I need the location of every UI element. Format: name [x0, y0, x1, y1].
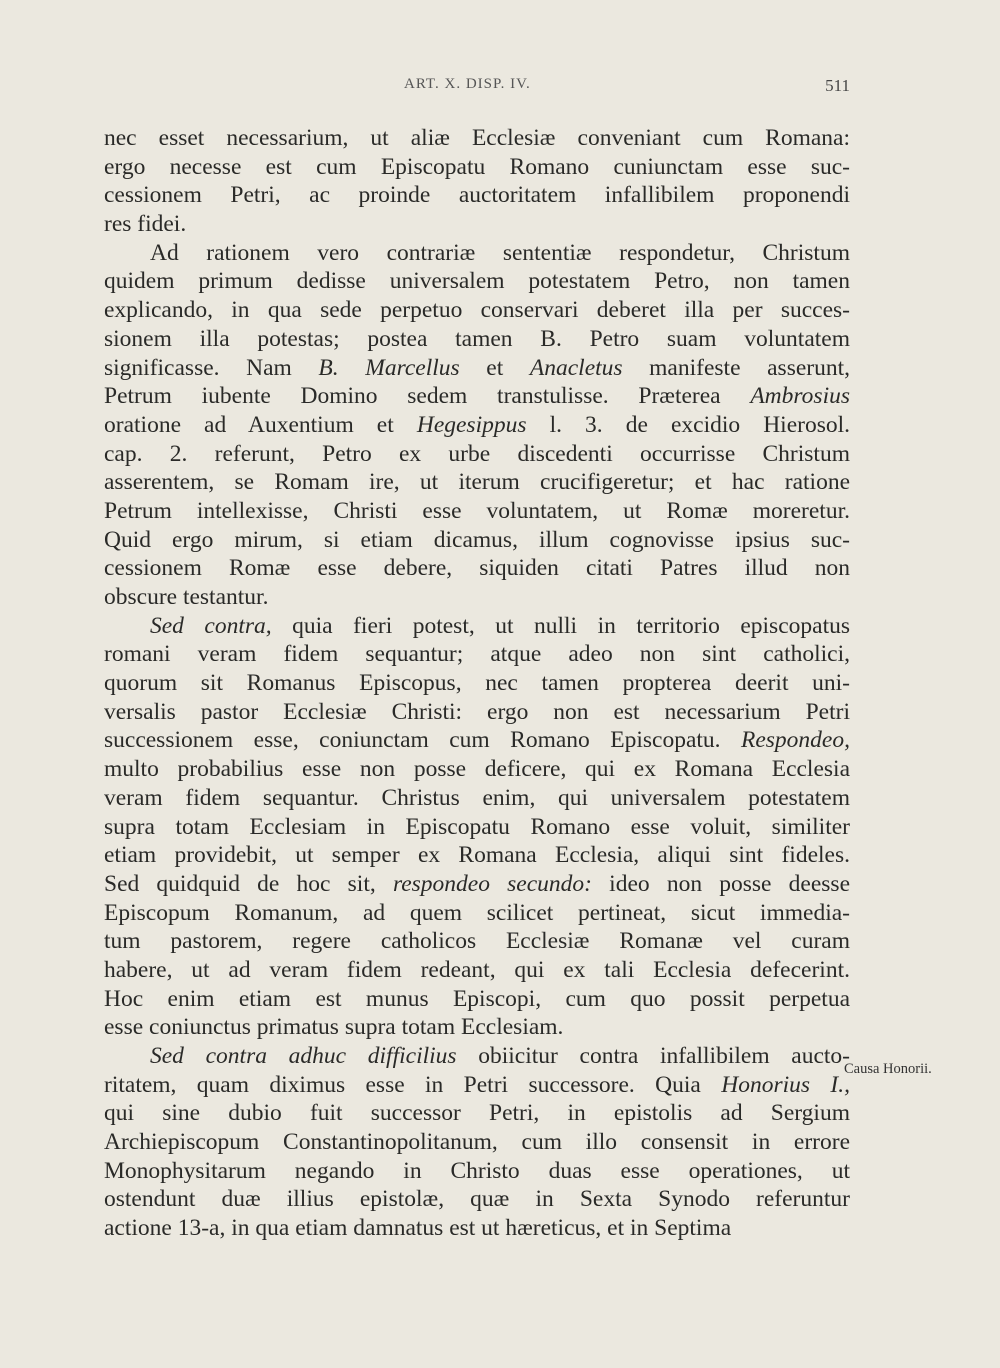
italic-text: Respondeo,: [741, 727, 850, 754]
text-run: Hoc enim etiam est munus Episcopi, cum quo possit perpetua: [104, 985, 850, 1012]
text-run: quia fieri potest, ut nulli in territorio episcopatus: [271, 612, 850, 639]
text-run: explicando, in qua sede perpetuo conservari deberet illa per succes-: [104, 297, 850, 324]
running-head-title: ART. X. DISP. IV.: [404, 76, 531, 92]
italic-text: Sed contra,: [150, 612, 272, 639]
text-run: cap. 2. referunt, Petro ex urbe discedenti occurrisse Christum: [104, 440, 850, 467]
text-run: Petrum intellexisse, Christi esse voluntatem, ut Romæ moreretur.: [104, 497, 850, 524]
text-run: Archiepiscopum Constantinopolitanum, cum illo consensit in errore: [104, 1129, 850, 1156]
text-line: [104, 124, 850, 153]
text-run: supra totam Ecclesiam in Episcopatu Romano esse voluit, similiter: [104, 813, 850, 840]
text-run: oratione ad Auxentium et: [104, 411, 417, 438]
text-line: [104, 1042, 850, 1071]
text-run: ostendunt duæ illius epistolæ, quæ in Sexta Synodo referuntur: [104, 1186, 850, 1213]
text-line: [104, 239, 850, 268]
text-line: [104, 468, 850, 497]
text-line: [104, 554, 850, 583]
italic-text: Hegesippus: [416, 411, 527, 438]
text-line: [104, 497, 850, 526]
text-line: [104, 726, 850, 755]
text-line: [104, 526, 850, 555]
text-run: actione 13-a, in qua etiam damnatus est ut hæreticus, et in Septima: [104, 1215, 732, 1242]
text-line: [104, 181, 850, 210]
text-line: [104, 411, 850, 440]
text-run: ergo necesse est cum Episcopatu Romano cuniunctam esse suc-: [104, 153, 850, 180]
text-run: multo probabilius esse non posse deficere, qui ex Romana Ecclesia: [104, 756, 850, 783]
italic-text: Sed contra adhuc difficilius: [150, 1043, 457, 1069]
text-line: [104, 755, 850, 784]
italic-text: B. Marcellus: [318, 354, 460, 381]
text-run: nec esset necessarium, ut aliæ Ecclesiæ conveniant cum Romana:: [104, 125, 850, 151]
text-run: et: [459, 354, 530, 381]
text-line: [104, 870, 850, 899]
italic-text: Anacletus: [529, 354, 623, 381]
text-run: quidem primum dedisse universalem potestatem Petro, non tamen: [104, 268, 850, 295]
text-line: [104, 153, 850, 182]
text-run: romani veram fidem sequantur; atque adeo non sint catholici,: [104, 641, 850, 668]
text-line: [104, 985, 850, 1014]
text-line: [104, 1071, 850, 1100]
text-line: [104, 956, 850, 985]
text-run: Ad rationem vero contrariæ sententiæ respondetur, Christum: [150, 239, 850, 266]
text-line: [104, 1128, 850, 1157]
text-run: tum pastorem, regere catholicos Ecclesiæ Romanæ vel curam: [104, 928, 850, 955]
text-line: [104, 1185, 850, 1214]
text-line: [104, 927, 850, 956]
text-run: ritatem, quam diximus esse in Petri successore. Quia: [104, 1071, 722, 1098]
text-line: [104, 325, 850, 354]
text-run: obiicitur contra infallibilem aucto-: [456, 1043, 850, 1069]
text-run: Quid ergo mirum, si etiam dicamus, illum cognovisse ipsius suc-: [104, 526, 850, 553]
text-run: esse coniunctus primatus supra totam Ecclesiam.: [104, 1014, 564, 1041]
text-run: res fidei.: [104, 211, 187, 238]
italic-text: Ambrosius: [750, 383, 850, 410]
text-line: [104, 296, 850, 325]
text-run: Monophysitarum negando in Christo duas esse operationes, ut: [104, 1157, 850, 1184]
running-head: [104, 76, 850, 102]
text-run: Episcopum Romanum, ad quem scilicet pertineat, sicut immedia-: [104, 899, 850, 926]
text-line: [104, 267, 850, 296]
text-line: [104, 669, 850, 698]
text-line: [104, 813, 850, 842]
text-line: [104, 698, 850, 727]
page-number: 511: [825, 76, 850, 95]
text-run: significasse. Nam: [104, 354, 319, 381]
text-run: quorum sit Romanus Episcopus, nec tamen propterea deerit uni-: [104, 670, 850, 697]
text-line: [104, 583, 850, 612]
text-line: [104, 784, 850, 813]
text-line: [104, 1157, 850, 1186]
text-line: [104, 640, 850, 669]
text-run: sionem illa potestas; postea tamen B. Petro suam voluntatem: [104, 325, 850, 352]
text-line: [104, 612, 850, 641]
text-run: l. 3. de excidio Hierosol.: [526, 411, 851, 438]
italic-text: Honorius I.,: [721, 1071, 850, 1098]
text-run: Petrum iubente Domino sedem transtulisse. Præterea: [104, 383, 751, 410]
italic-text: respondeo secundo:: [392, 870, 592, 897]
text-run: successionem esse, coniunctam cum Romano Episcopatu.: [104, 727, 741, 754]
text-line: [104, 382, 850, 411]
text-run: obscure testantur.: [104, 584, 269, 610]
text-line: [104, 210, 850, 239]
text-line: [104, 899, 850, 928]
margin-note: Causa Honorii.: [844, 1061, 932, 1077]
text-line: [104, 354, 850, 383]
text-line: [104, 841, 850, 870]
text-run: habere, ut ad veram fidem redeant, qui ex tali Ecclesia defecerint.: [104, 956, 850, 983]
text-line: [104, 440, 850, 469]
text-run: Sed quidquid de hoc sit,: [104, 870, 393, 897]
text-run: manifeste asserunt,: [622, 354, 850, 381]
body-text: [104, 124, 850, 1243]
text-line: [104, 1214, 850, 1243]
text-run: ideo non posse deesse: [592, 870, 851, 897]
text-run: asserentem, se Romam ire, ut iterum crucifigeretur; et hac ratione: [104, 469, 850, 496]
text-run: versalis pastor Ecclesiæ Christi: ergo non est necessarium Petri: [104, 698, 850, 725]
text-run: cessionem Romæ esse debere, siquiden citati Patres illud non: [104, 555, 850, 582]
text-run: etiam providebit, ut semper ex Romana Ecclesia, aliqui sint fideles.: [104, 842, 850, 869]
text-run: veram fidem sequantur. Christus enim, qui universalem potestatem: [104, 784, 850, 811]
text-run: qui sine dubio fuit successor Petri, in epistolis ad Sergium: [104, 1100, 850, 1127]
text-line: [104, 1099, 850, 1128]
text-line: [104, 1013, 850, 1042]
text-run: cessionem Petri, ac proinde auctoritatem infallibilem proponendi: [104, 182, 850, 209]
